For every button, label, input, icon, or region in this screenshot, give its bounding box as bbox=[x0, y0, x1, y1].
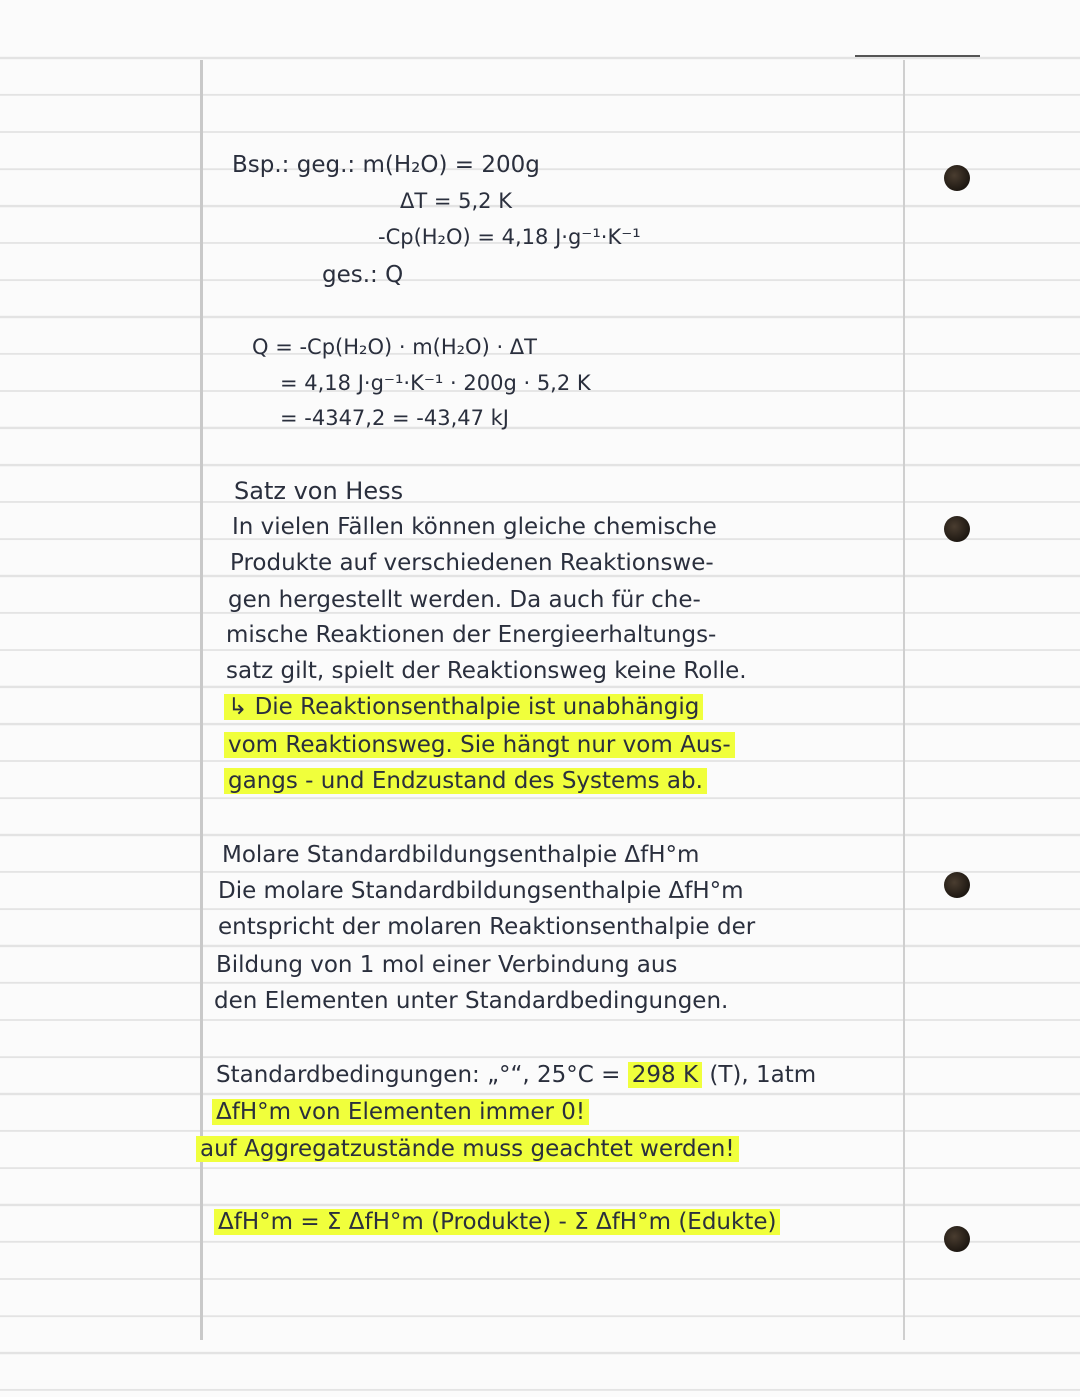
highlight: ↳ Die Reaktionsenthalpie ist unabhängig bbox=[224, 694, 703, 720]
standard-conditions-line bbox=[216, 1060, 816, 1090]
highlight: ΔfH°m von Elementen immer 0! bbox=[212, 1099, 589, 1125]
highlight: gangs - und Endzustand des Systems ab. bbox=[224, 768, 707, 794]
hess-highlight-line bbox=[224, 692, 703, 722]
molar-line: Die molare Standardbildungsenthalpie ΔfH°m bbox=[218, 878, 744, 904]
hess-line: satz gilt, spielt der Reaktionsweg keine Rolle. bbox=[226, 658, 747, 684]
example-sought: ges.: Q bbox=[322, 262, 404, 288]
right-margin-line bbox=[903, 60, 905, 1340]
standard-conditions-text: Standardbedingungen: „°“, 25°C = bbox=[216, 1062, 628, 1088]
hess-line: In vielen Fällen können gleiche chemische bbox=[232, 514, 717, 540]
punch-hole-icon bbox=[944, 516, 970, 542]
molar-line: den Elementen unter Standardbedingungen. bbox=[214, 988, 729, 1014]
example-given-cp: -Cp(H₂O) = 4,18 J·g⁻¹·K⁻¹ bbox=[378, 225, 641, 249]
enthalpy-formula-line bbox=[214, 1207, 780, 1237]
molar-line: Bildung von 1 mol einer Verbindung aus bbox=[216, 952, 678, 978]
top-rule bbox=[855, 55, 980, 57]
hess-highlight-line bbox=[224, 730, 735, 760]
punch-hole-icon bbox=[944, 1226, 970, 1252]
molar-title: Molare Standardbildungsenthalpie ΔfH°m bbox=[222, 842, 700, 868]
example-given-mass: Bsp.: geg.: m(H₂O) = 200g bbox=[232, 152, 540, 178]
standard-conditions-end: (T), 1atm bbox=[702, 1062, 817, 1088]
hess-title: Satz von Hess bbox=[234, 477, 404, 505]
highlight: vom Reaktionsweg. Sie hängt nur vom Aus- bbox=[224, 732, 735, 758]
hess-highlight-line bbox=[224, 766, 707, 796]
example-substitution: = 4,18 J·g⁻¹·K⁻¹ · 200g · 5,2 K bbox=[280, 371, 591, 395]
molar-line: entspricht der molaren Reaktionsenthalpie der bbox=[218, 914, 756, 940]
hess-line: gen hergestellt werden. Da auch für che- bbox=[228, 587, 701, 613]
hess-line: mische Reaktionen der Energieerhaltungs- bbox=[226, 622, 717, 648]
hess-line: Produkte auf verschiedenen Reaktionswe- bbox=[230, 550, 714, 576]
standard-elements-line bbox=[212, 1097, 589, 1127]
example-given-delta-t: ΔT = 5,2 K bbox=[400, 189, 512, 213]
example-formula: Q = -Cp(H₂O) · m(H₂O) · ΔT bbox=[252, 335, 537, 359]
highlight: auf Aggregatzustände muss geachtet werden! bbox=[196, 1136, 739, 1162]
highlight: ΔfH°m = Σ ΔfH°m (Produkte) - Σ ΔfH°m (Edukte) bbox=[214, 1209, 780, 1235]
standard-aggregate-line bbox=[196, 1134, 739, 1164]
punch-hole-icon bbox=[944, 872, 970, 898]
example-result: = -4347,2 = -43,47 kJ bbox=[280, 406, 510, 430]
highlight: 298 K bbox=[628, 1062, 702, 1088]
punch-hole-icon bbox=[944, 165, 970, 191]
